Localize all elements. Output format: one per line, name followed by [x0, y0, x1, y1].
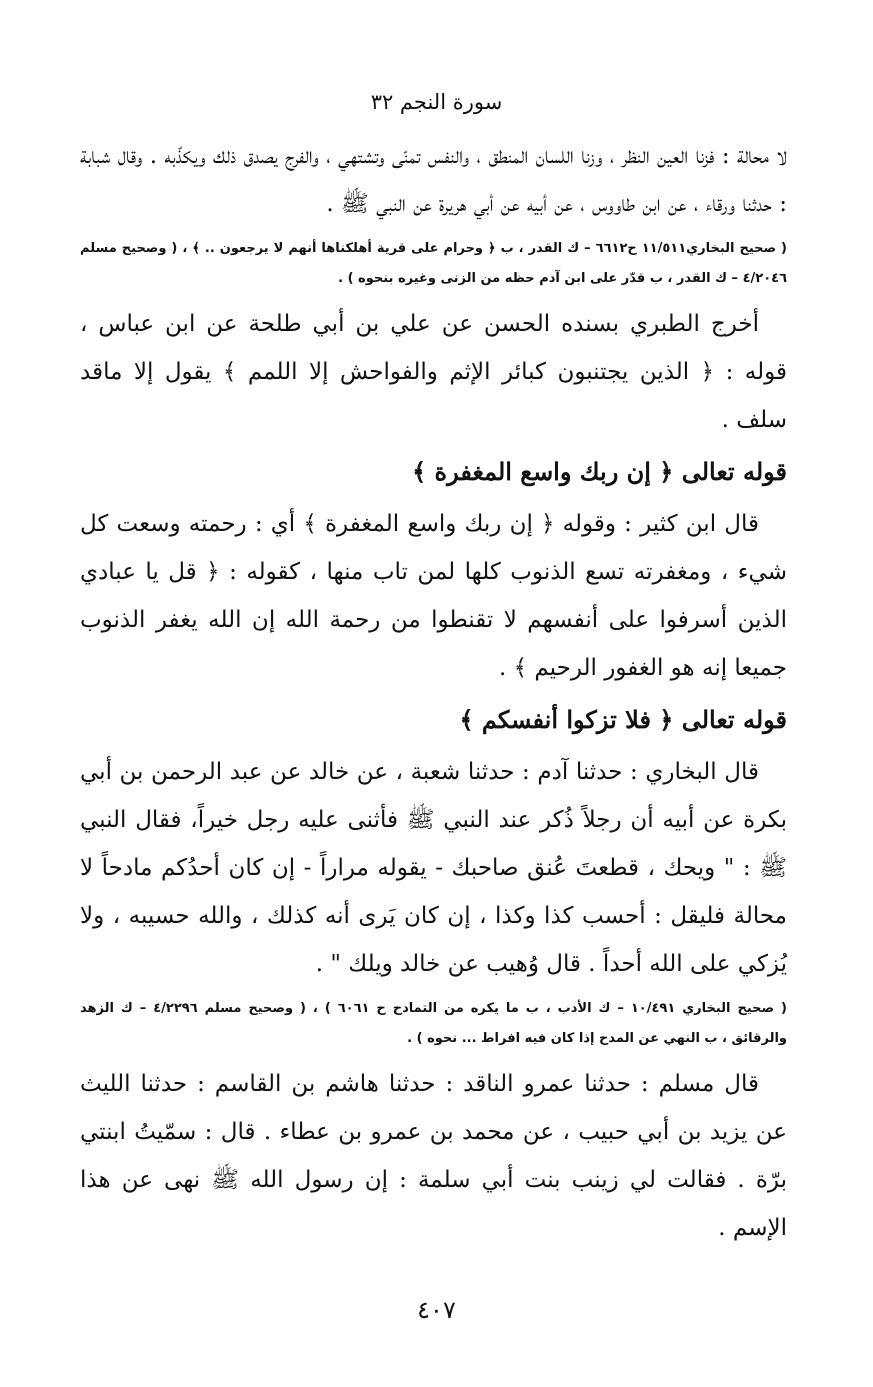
section-heading-1: قوله تعالى ﴿ إن ربك واسع المغفرة ﴾ [412, 457, 787, 486]
paragraph-5: قال مسلم : حدثنا عمرو الناقد : حدثنا هاشم بن القاسم : حدثنا الليث عن يزيد بن أبي حبيب ، عن محمد بن عمرو بن عطاء . قال : سمّيتُ ابنتي برّة . فقالت لي زينب بنت أبي سلمة : إن رسول الله ﷺ نهى عن هذا الإسم . [80, 1071, 787, 1241]
page-content [80, 132, 787, 1252]
paragraph-3: قال ابن كثير : وقوله ﴿ إن ربك واسع المغفرة ﴾ أي : رحمته وسعت كل شيء ، ومغفرته تسع الذنوب كلها لمن تاب منها ، كقوله : ﴿ قل يا عبادي الذين أسرفوا على أنفسهم لا تقنطوا من رحمة الله إن الله يغفر الذنوب جميعا إنه هو الغفور الرحيم ﴾ . [80, 511, 787, 681]
page-header: سورة النجم ٣٢ [370, 90, 503, 114]
paragraph-2: أخرج الطبري بسنده الحسن عن علي بن أبي طلحة عن ابن عباس ، قوله : ﴿ الذين يجتنبون كبائر الإثم والفواحش إلا اللمم ﴾ يقول إلا ماقد سلف . [80, 311, 787, 433]
citation-2: ( صحيح البخاري ١٠/٤٩١ – ك الأدب ، ب ما يكره من التمادح ح ٦٠٦١ ) ، ( وصحيح مسلم ٤/٢٢٩٦ – ك الزهد والرقائق ، ب النهي عن المدح إذا كان فيه افراط ... نحوه ) . [80, 1001, 787, 1046]
citation-1: ( صحيح البخاري١١/٥١١ ح٦٦١٢ – ك القدر ، ب ﴿ وحرام على قرية أهلكناها أنهم لا يرجعون .. ﴾ ، ( وصحيح مسلم ٤/٢٠٤٦ – ك القدر ، ب قدّر على ابن آدم حظه من الزنى وغيره بنحوه ) . [80, 241, 787, 286]
paragraph-1: لا محالة : فزنا العين النظر ، وزنا اللسان المنطق ، والنفس تمنّى وتشتهي ، والفرج يصدق ذلك ويكذّبه . وقال شبابة : حدثنا ورقاء ، عن ابن طاووس ، عن أبيه عن أبي هريرة عن النبي ﷺ . [80, 143, 787, 217]
paragraph-4: قال البخاري : حدثنا آدم : حدثنا شعبة ، عن خالد عن عبد الرحمن بن أبي بكرة عن أبيه أن رجلاً ذُكر عند النبي ﷺ فأثنى عليه رجل خيراً، فقال النبي ﷺ : " ويحك ، قطعتَ عُنق صاحبك - يقوله مراراً - إن كان أحدُكم مادحاً لا محالة فليقل : أحسب كذا وكذا ، إن كان يَرى أنه كذلك ، والله حسيبه ، ولا يُزكي على الله أحداً . قال وُهيب عن خالد ويلك " . [80, 759, 787, 977]
page-number: ٤٠٧ [417, 1296, 456, 1324]
section-heading-2: قوله تعالى ﴿ فلا تزكوا أنفسكم ﴾ [459, 705, 787, 734]
